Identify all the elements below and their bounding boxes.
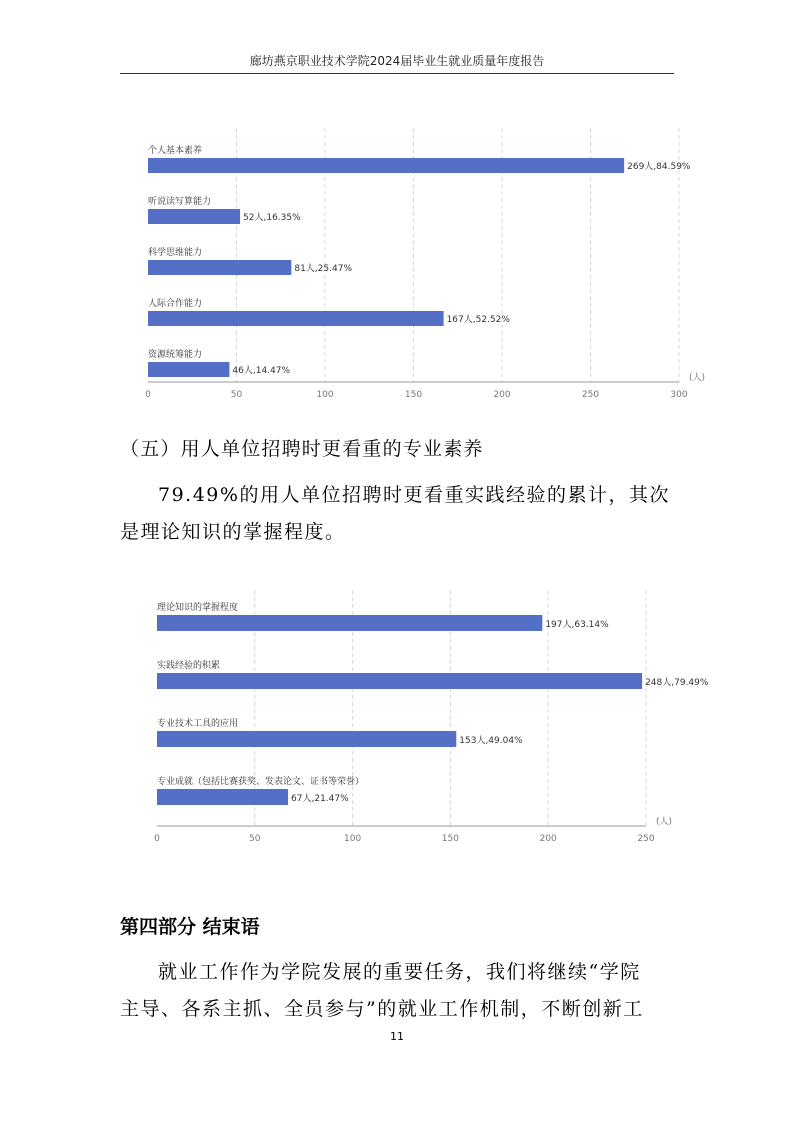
bar-1	[157, 673, 642, 689]
x-tick-label-3: 150	[404, 390, 423, 400]
category-label-4: 资源统筹能力	[148, 350, 203, 360]
data-label-1: 248人,79.49%	[645, 678, 709, 688]
category-label-0: 理论知识的掌握程度	[157, 603, 239, 613]
x-tick-label-4: 200	[539, 834, 557, 844]
bar-2	[157, 731, 456, 747]
category-label-1: 听说读写算能力	[148, 197, 212, 207]
x-tick-label-6: 300	[670, 390, 688, 400]
category-label-3: 人际合作能力	[148, 299, 203, 309]
data-label-0: 197人,63.14%	[545, 620, 609, 630]
category-label-3: 专业成就（包括比赛获奖、发表论文、证书等荣誉）	[157, 777, 365, 787]
data-label-2: 81人,25.47%	[294, 264, 353, 274]
bar-0	[157, 615, 542, 631]
section-heading-5: （五）用人单位招聘时更看重的专业素养	[120, 438, 484, 460]
chart-professional-qualities	[0, 590, 794, 850]
category-label-0: 个人基本素养	[148, 146, 203, 156]
bar-0	[148, 158, 624, 173]
section5-paragraph-line2: 是理论知识的掌握程度。	[120, 521, 346, 543]
category-label-2: 专业技术工具的应用	[157, 719, 239, 729]
header-rule	[120, 73, 674, 74]
x-tick-label-1: 50	[230, 390, 243, 400]
category-label-1: 实践经验的积累	[157, 661, 221, 671]
x-tick-label-5: 250	[581, 390, 600, 400]
bar-3	[157, 789, 288, 805]
x-tick-label-2: 100	[344, 834, 362, 844]
part4-paragraph-line1: 就业工作作为学院发展的重要任务，我们将继续“学院	[158, 961, 641, 983]
x-tick-label-4: 200	[493, 390, 511, 400]
chart-personal-qualities	[0, 128, 794, 413]
page-number: 11	[390, 1030, 404, 1043]
data-label-0: 269人,84.59%	[627, 162, 691, 172]
x-tick-label-5: 250	[637, 834, 655, 844]
data-label-3: 167人,52.52%	[446, 315, 510, 325]
data-label-2: 153人,49.04%	[459, 736, 523, 746]
x-tick-label-0: 0	[154, 834, 160, 844]
x-tick-label-1: 50	[249, 834, 261, 844]
bar-2	[148, 260, 291, 275]
data-label-1: 52人,16.35%	[243, 213, 301, 223]
bar-4	[148, 362, 229, 377]
data-label-3: 67人,21.47%	[291, 794, 349, 804]
x-tick-label-2: 100	[316, 390, 334, 400]
part4-paragraph-line2: 主导、各系主抓、全员参与”的就业工作机制，不断创新工	[120, 998, 644, 1020]
x-axis-unit: (人)	[655, 817, 673, 827]
x-tick-label-3: 150	[441, 834, 459, 844]
x-tick-label-0: 0	[145, 390, 151, 400]
x-axis-unit: (人)	[688, 373, 706, 383]
section5-paragraph-line1: 79.49%的用人单位招聘时更看重实践经验的累计，其次	[158, 484, 670, 506]
page-header: 廊坊燕京职业技术学院2024届毕业生就业质量年度报告	[249, 54, 545, 68]
part4-heading: 第四部分 结束语	[120, 916, 260, 938]
data-label-4: 46人,14.47%	[232, 366, 291, 376]
category-label-2: 科学思维能力	[148, 248, 203, 258]
bar-3	[148, 311, 444, 326]
bar-1	[148, 209, 240, 224]
